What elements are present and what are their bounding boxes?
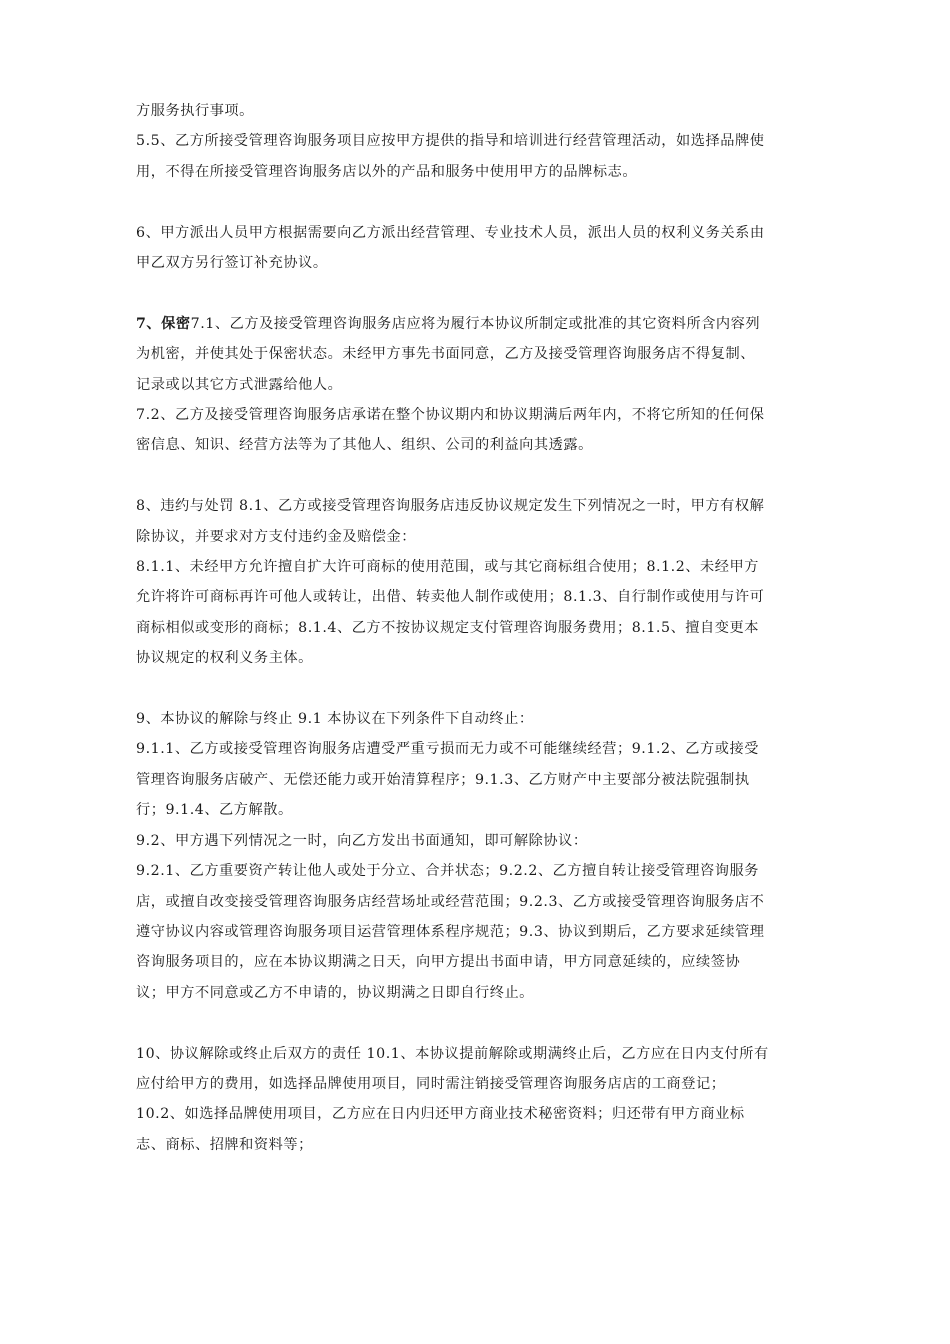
text-line: 7.2、乙方及接受管理咨询服务店承诺在整个协议期内和协议期满后两年内，不将它所知的任何保 — [136, 407, 765, 424]
section-7-line — [136, 309, 824, 339]
text-line: 咨询服务项目的，应在本协议期满之日天，向甲方提出书面申请，甲方同意延续的，应续签协 — [136, 954, 741, 971]
text-line: 商标相似或变形的商标；8.1.4、乙方不按协议规定支付管理咨询服务费用；8.1.5、擅自变更本 — [136, 619, 759, 636]
text-line: 5.5、乙方所接受管理咨询服务项目应按甲方提供的指导和培训进行经营管理活动，如选择品牌使 — [136, 133, 765, 150]
text-line: 店，或擅自改变接受管理咨询服务店经营场址或经营范围；9.2.3、乙方或接受管理咨询服务店不 — [136, 893, 765, 910]
text-line: 协议规定的权利义务主体。 — [136, 650, 313, 667]
text-line: 方服务执行事项。 — [136, 103, 254, 119]
text-line: 7.1、乙方及接受管理咨询服务店应将为履行本协议所制定或批准的其它资料所含内容列 — [190, 315, 761, 332]
text-line: 记录或以其它方式泄露给他人。 — [136, 376, 343, 393]
text-line: 9.1.1、乙方或接受管理咨询服务店遭受严重亏损而无力或不可能继续经营；9.1.2、乙方或接受 — [136, 741, 759, 758]
text-line: 除协议，并要求对方支付违约金及赔偿金： — [136, 528, 417, 545]
text-line: 行；9.1.4、乙方解散。 — [136, 802, 293, 819]
text-line: 允许将许可商标再许可他人或转让，出借、转卖他人制作或使用；8.1.3、自行制作或使用与许可 — [136, 589, 765, 606]
text-line: 10.2、如选择品牌使用项目，乙方应在日内归还甲方商业技术秘密资料；归还带有甲方商业标 — [136, 1106, 745, 1123]
text-line: 6、甲方派出人员甲方根据需要向乙方派出经营管理、专业技术人员，派出人员的权利义务关系由 — [136, 224, 765, 241]
text-line: 议；甲方不同意或乙方不申请的，协议期满之日即自行终止。 — [136, 984, 534, 1001]
text-line: 管理咨询服务店破产、无偿还能力或开始清算程序；9.1.3、乙方财产中主要部分被法院强制执 — [136, 771, 750, 788]
text-line: 应付给甲方的费用，如选择品牌使用项目，同时需注销接受管理咨询服务店店的工商登记； — [136, 1075, 726, 1092]
text-line: 8、违约与处罚 8.1、乙方或接受管理咨询服务店违反协议规定发生下列情况之一时，甲方有权解 — [136, 498, 765, 515]
text-line: 8.1.1、未经甲方允许擅自扩大许可商标的使用范围，或与其它商标组合使用；8.1.2、未经甲方 — [136, 559, 759, 576]
text-line: 9.2.1、乙方重要资产转让他人或处于分立、合并状态；9.2.2、乙方擅自转让接受管理咨询服务 — [136, 863, 759, 880]
text-line: 密信息、知识、经营方法等为了其他人、组织、公司的利益向其透露。 — [136, 437, 593, 454]
text-line: 遵守协议内容或管理咨询服务项目运营管理体系程序规范；9.3、协议到期后，乙方要求延续管理 — [136, 923, 765, 940]
text-line: 为机密，并使其处于保密状态。未经甲方事先书面同意，乙方及接受管理咨询服务店不得复制、 — [136, 346, 755, 363]
text-line: 志、商标、招牌和资料等； — [136, 1136, 313, 1153]
text-line: 9、本协议的解除与终止 9.1 本协议在下列条件下自动终止： — [136, 711, 534, 728]
text-line: 用，不得在所接受管理咨询服务店以外的产品和服务中使用甲方的品牌标志。 — [136, 163, 638, 180]
text-line: 10、协议解除或终止后双方的责任 10.1、本协议提前解除或期满终止后，乙方应在日内支付所有 — [136, 1045, 769, 1062]
contract-text — [136, 96, 824, 1160]
text-line: 9.2、甲方遇下列情况之一时，向乙方发出书面通知，即可解除协议： — [136, 832, 588, 849]
text-line: 甲乙双方另行签订补充协议。 — [136, 255, 328, 272]
section-7-heading: 7、保密 — [136, 315, 191, 332]
